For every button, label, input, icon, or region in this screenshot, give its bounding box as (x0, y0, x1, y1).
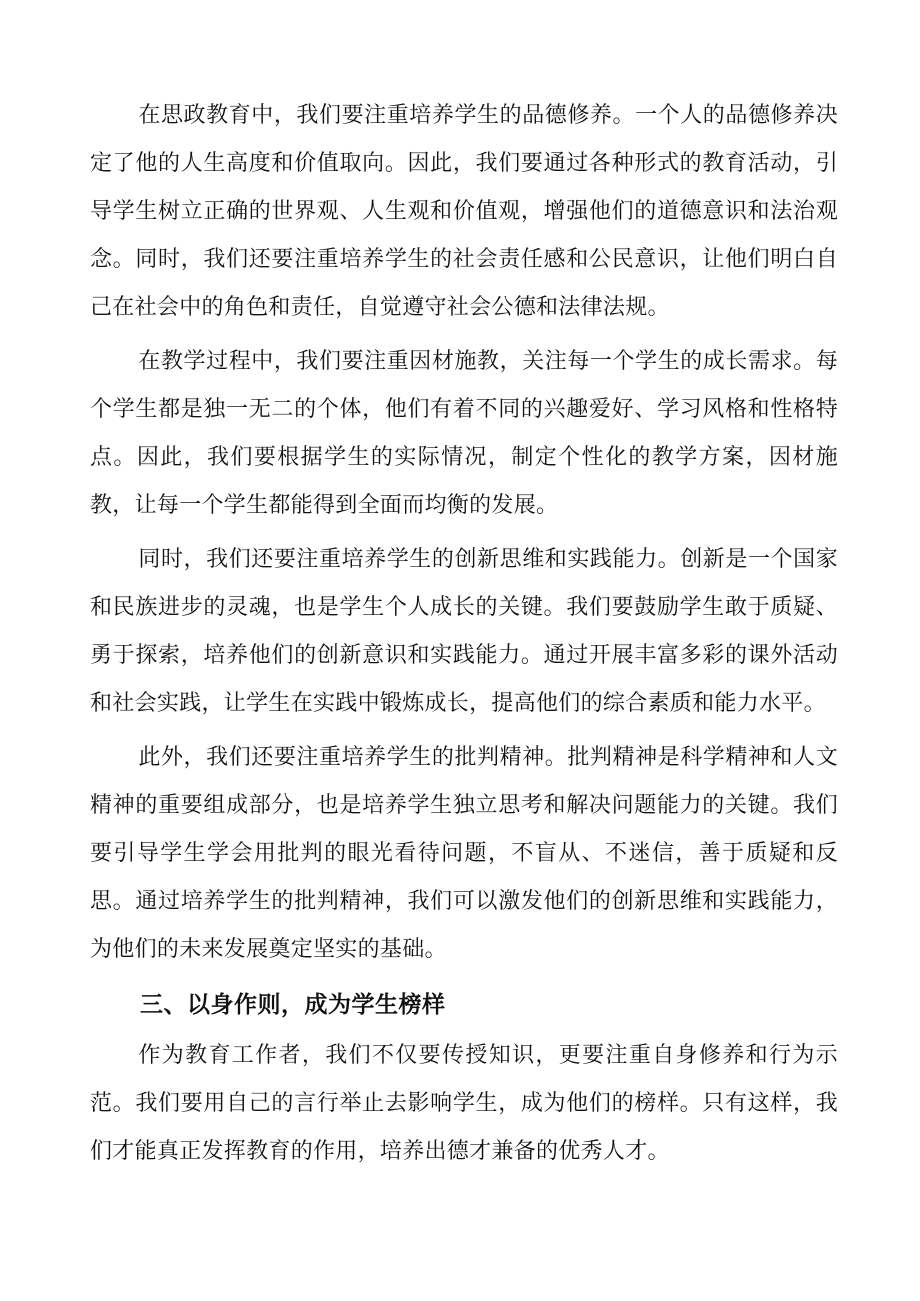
document-page (90, 92, 838, 1176)
paragraph-individualized-teaching: 在教学过程中，我们要注重因材施教，关注每一个学生的成长需求。每个学生都是独一无二的个体，他们有着不同的兴趣爱好、学习风格和性格特点。因此，我们要根据学生的实际情况，制定个性化的教学方案，因材施教，让每一个学生都能得到全面而均衡的发展。 (90, 349, 838, 518)
section-heading: 三、以身作则，成为学生榜样 (140, 992, 446, 1018)
paragraph-innovation-practice: 同时，我们还要注重培养学生的创新思维和实践能力。创新是一个国家和民族进步的灵魂，也是学生个人成长的关键。我们要鼓励学生敢于质疑、勇于探索，培养他们的创新意识和实践能力。通过开展丰富多彩的课外活动和社会实践，让学生在实践中锻炼成长，提高他们的综合素质和能力水平。 (90, 547, 838, 716)
paragraph-role-model: 作为教育工作者，我们不仅要传授知识，更要注重自身修养和行为示范。我们要用自己的言行举止去影响学生，成为他们的榜样。只有这样，我们才能真正发挥教育的作用，培养出德才兼备的优秀人才。 (90, 1043, 838, 1164)
paragraph-critical-thinking: 此外，我们还要注重培养学生的批判精神。批判精神是科学精神和人文精神的重要组成部分，也是培养学生独立思考和解决问题能力的关键。我们要引导学生学会用批判的眼光看待问题，不盲从、不迷信，善于质疑和反思。通过培养学生的批判精神，我们可以激发他们的创新思维和实践能力，为他们的未来发展奠定坚实的基础。 (90, 745, 838, 962)
paragraph-moral-cultivation: 在思政教育中，我们要注重培养学生的品德修养。一个人的品德修养决定了他的人生高度和价值取向。因此，我们要通过各种形式的教育活动，引导学生树立正确的世界观、人生观和价值观，增强他们的道德意识和法治观念。同时，我们还要注重培养学生的社会责任感和公民意识，让他们明白自己在社会中的角色和责任，自觉遵守社会公德和法律法规。 (90, 103, 838, 320)
